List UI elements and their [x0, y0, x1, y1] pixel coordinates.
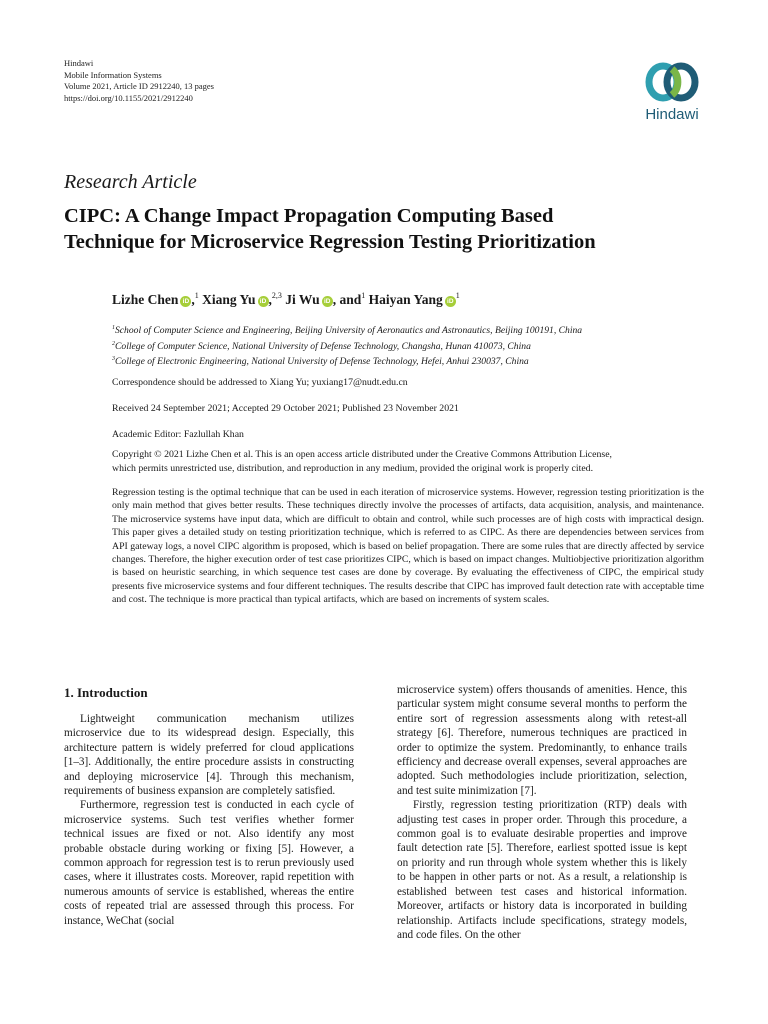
affiliation-text: College of Computer Science, National University of Defense Technology, Changsha, Hunan 410073, China [115, 340, 531, 352]
publication-dates: Received 24 September 2021; Accepted 29 October 2021; Published 23 November 2021 [112, 403, 459, 414]
orcid-icon[interactable]: iD [445, 296, 456, 307]
affiliation-text: College of Electronic Engineering, National University of Defense Technology, Hefei, Anhui 230037, China [115, 356, 529, 367]
author-separator: , [268, 292, 272, 307]
body-paragraph: Firstly, regression testing prioritization (RTP) deals with adjusting test cases in proper order. Through this procedure, a common goal is to evaluate desirable properties and improve fault detection rate [5]. Therefore, earliest spotted issue is kept on priority and run through whole system whether this is likely to be happen in other parts or not. As a result, a relationship is established between test cases and historical information. Moreover, artifacts or history data is incorporated in building relationship. Artifacts include specifications, strategy models, and code files. On the other [397, 799, 687, 941]
author-separator: , and [332, 292, 362, 307]
body-paragraph: Furthermore, regression test is conducted in each cycle of microservice systems. Such test verifies whether former technical issues are fixed or not. Also identify any most probable obstacle during working or fixing [5]. However, a common approach for regression test is to rerun previously used cases, where it illustrates costs. Moreover, rapid repetition with numerous amounts of service is established, whereas the entire costs of repeated trial are assessed through this process. For instance, WeChat (social [64, 799, 354, 927]
affiliation-text: School of Computer Science and Engineering, Beijing University of Aeronautics and Astronautics, Beijing 100191, China [115, 325, 583, 336]
journal-meta [64, 58, 214, 104]
affiliation-number: 1 [112, 325, 115, 331]
author-affiliation-ref: 2,3 [271, 291, 282, 300]
copyright-notice [112, 448, 612, 475]
body-column-left [64, 712, 354, 928]
hindawi-logo [636, 60, 708, 134]
author-affiliation-ref: 1 [194, 291, 199, 300]
volume-info: Volume 2021, Article ID 2912240, 13 pages [64, 81, 214, 91]
author-list [112, 291, 460, 308]
body-paragraph: Lightweight communication mechanism utilizes microservice due to its widespread design. Especially, this architecture pattern is widely preferred for cloud applications [1–3]. Additionally, the entire procedure assists in constructing and deploying microservice [4]. Through this mechanism, requirements of business expansion are completely satisfied. [64, 713, 354, 798]
publisher-name: Hindawi [64, 58, 94, 68]
orcid-icon[interactable]: iD [258, 296, 269, 307]
copyright-line: Copyright © 2021 Lizhe Chen et al. This is an open access article distributed under the Creative Commons Attribution License, [112, 449, 612, 460]
author-name: Xiang Yu [202, 292, 256, 307]
affiliations [112, 322, 582, 369]
author-name: Ji Wu [285, 292, 320, 307]
article-title [64, 203, 704, 255]
affiliation [112, 338, 582, 354]
author-affiliation-ref: 1 [361, 291, 366, 300]
article-type: Research Article [64, 171, 197, 193]
title-line: Technique for Microservice Regression Testing Prioritization [64, 231, 596, 253]
body-paragraph: microservice system) offers thousands of amenities. Hence, this particular system might consume several months to perform the entire sort of regression assessments along with retest-all strategy [6]. Therefore, numerous techniques are practiced in order to optimize the system. Predominantly, to enhance trails efficiency and decrease overall expenses, several approaches are adopted. Such methodologies include prioritization, selection, and test suite minimization [7]. [397, 684, 687, 797]
orcid-icon[interactable]: iD [180, 296, 191, 307]
affiliation [112, 353, 582, 369]
journal-name: Mobile Information Systems [64, 69, 162, 80]
correspondence: Correspondence should be addressed to Xiang Yu; yuxiang17@nudt.edu.cn [112, 377, 408, 388]
body-column-right [397, 683, 687, 942]
affiliation [112, 322, 582, 338]
author-name: Lizhe Chen [112, 292, 179, 307]
author-affiliation-ref: 1 [455, 291, 460, 300]
title-line: CIPC: A Change Impact Propagation Computing Based [64, 205, 554, 227]
doi-link[interactable]: https://doi.org/10.1155/2021/2912240 [64, 92, 193, 103]
author-name: Haiyan Yang [368, 292, 443, 307]
copyright-line: which permits unrestricted use, distribution, and reproduction in any medium, provided the original work is properly cited. [112, 462, 594, 474]
affiliation-number: 3 [112, 356, 115, 362]
affiliation-number: 2 [112, 340, 115, 347]
section-heading: 1. Introduction [64, 685, 148, 700]
abstract: Regression testing is the optimal technique that can be used in each iteration of microservice systems. However, regression testing prioritization is the only main method that gives better results. These techniques directly involve the processes of artifacts, data acquisition, analysis, and maintenance. The microservice systems have input data, which are difficult to obtain and control, while such processes are of high costs with impractical design. This paper gives a detailed study on testing prioritization technique, which is referred to as CIPC. As there are dependencies between services from API gateway logs, a novel CIPC algorithm is proposed, which is based on belief propagation. There are some rules that are directly affected by service changes. Therefore, the higher execution order of test case prioritizes CIPC, which is based on impact changes. Multiobjective prioritization algorithm is based on heuristic searching, in which sequence test cases are done by coverage. By evaluating the effectiveness of CIPC, the empirical study presents five microservice systems and four different techniques. The results describe that CIPC has improved fault detection rate with acceptable time and cost. The technique is more practical than typical artifacts, which are based on increments of system scales. [112, 487, 704, 606]
author-separator: , [191, 292, 195, 307]
orcid-icon[interactable]: iD [322, 296, 333, 307]
academic-editor: Academic Editor: Fazlullah Khan [112, 429, 244, 440]
logo-text: Hindawi [645, 106, 699, 123]
hindawi-logo-icon [645, 60, 699, 104]
